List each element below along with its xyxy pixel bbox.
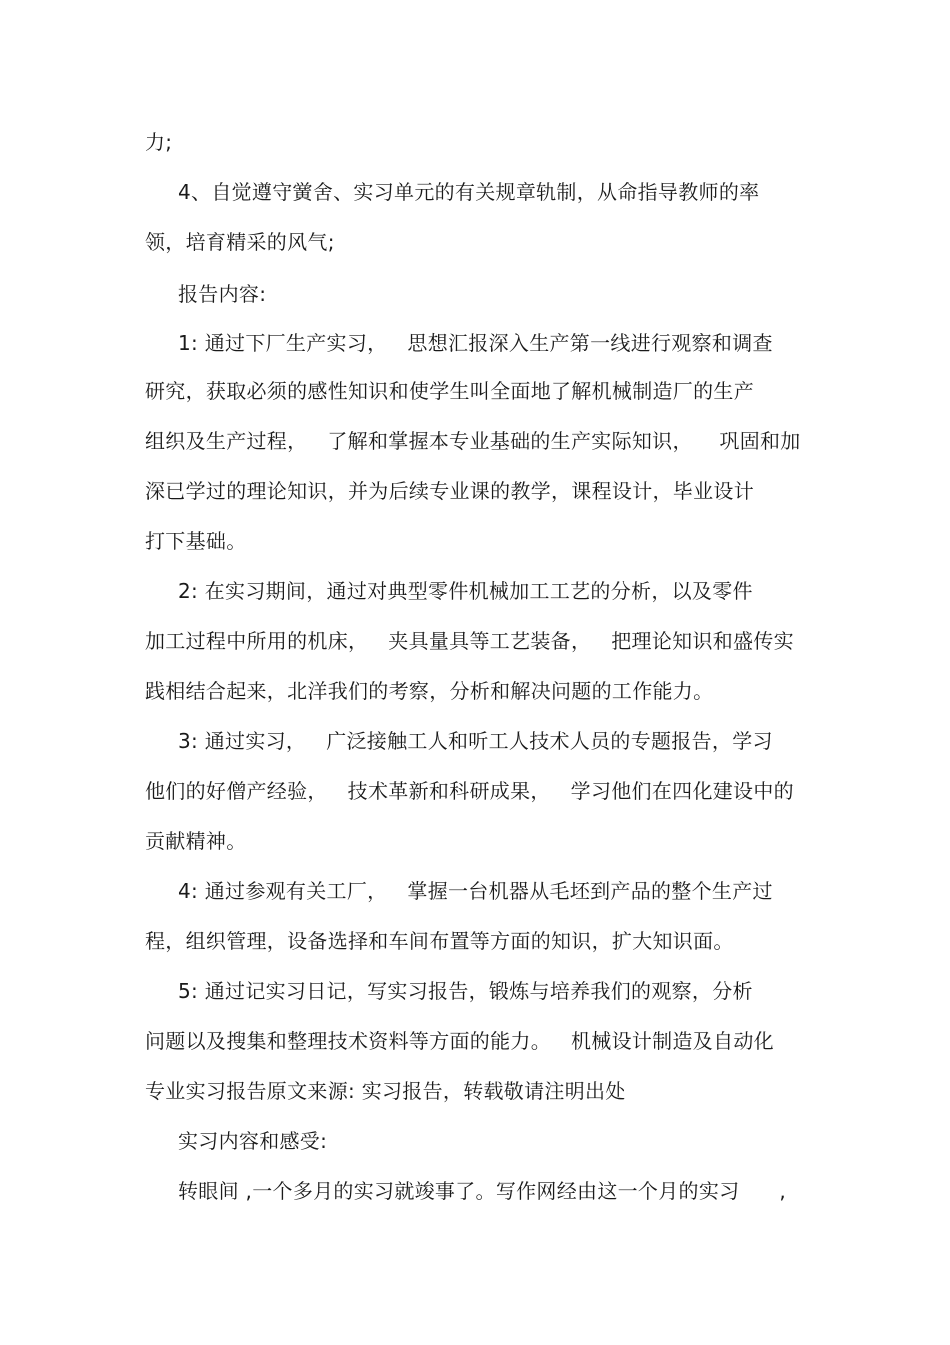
text-line-2: 4、自觉遵守黉舍、实习单元的有关规章轨制，从命指导教师的率 <box>178 180 760 204</box>
text-line-22: 转眼间 ,一个多月的实习就竣事了。写作网经由这一个月的实习 , <box>178 1179 787 1203</box>
text-line-16: 4: 通过参观有关工厂， 掌握一台机器从毛坯到产品的整个生产过 <box>178 879 773 903</box>
text-line-11: 加工过程中所用的机床， 夹具量具等工艺装备， 把理论知识和盛传实 <box>145 629 794 653</box>
text-line-12: 践相结合起来，北洋我们的考察，分析和解决问题的工作能力。 <box>145 679 714 703</box>
text-line-13: 3: 通过实习， 广泛接触工人和听工人技术人员的专题报告，学习 <box>178 729 773 753</box>
text-line-9: 打下基础。 <box>145 529 247 553</box>
text-line-18: 5: 通过记实习日记，写实习报告，锻炼与培养我们的观察，分析 <box>178 979 753 1003</box>
text-line-6: 研究，获取必须的感性知识和使学生叫全面地了解机械制造厂的生产 <box>145 379 754 403</box>
text-line-17: 程，组织管理，设备选择和车间布置等方面的知识，扩大知识面。 <box>145 929 734 953</box>
text-line-14: 他们的好僧产经验， 技术革新和科研成果， 学习他们在四化建设中的 <box>145 779 794 803</box>
text-line-4: 报告内容: <box>178 282 267 306</box>
text-line-1: 力; <box>145 130 173 154</box>
text-line-10: 2: 在实习期间，通过对典型零件机械加工工艺的分析，以及零件 <box>178 579 753 603</box>
text-line-20: 专业实习报告原文来源: 实习报告，转载敬请注明出处 <box>145 1079 626 1103</box>
text-line-5: 1: 通过下厂生产实习， 思想汇报深入生产第一线进行观察和调查 <box>178 331 773 355</box>
text-line-3: 领，培育精采的风气; <box>145 230 335 254</box>
text-line-7: 组织及生产过程， 了解和掌握本专业基础的生产实际知识， 巩固和加 <box>145 429 801 453</box>
text-line-8: 深已学过的理论知识，并为后续专业课的教学，课程设计，毕业设计 <box>145 479 754 503</box>
text-line-21: 实习内容和感受: <box>178 1129 328 1153</box>
text-line-19: 问题以及搜集和整理技术资料等方面的能力。 机械设计制造及自动化 <box>145 1029 774 1053</box>
text-line-15: 贡献精神。 <box>145 829 247 853</box>
